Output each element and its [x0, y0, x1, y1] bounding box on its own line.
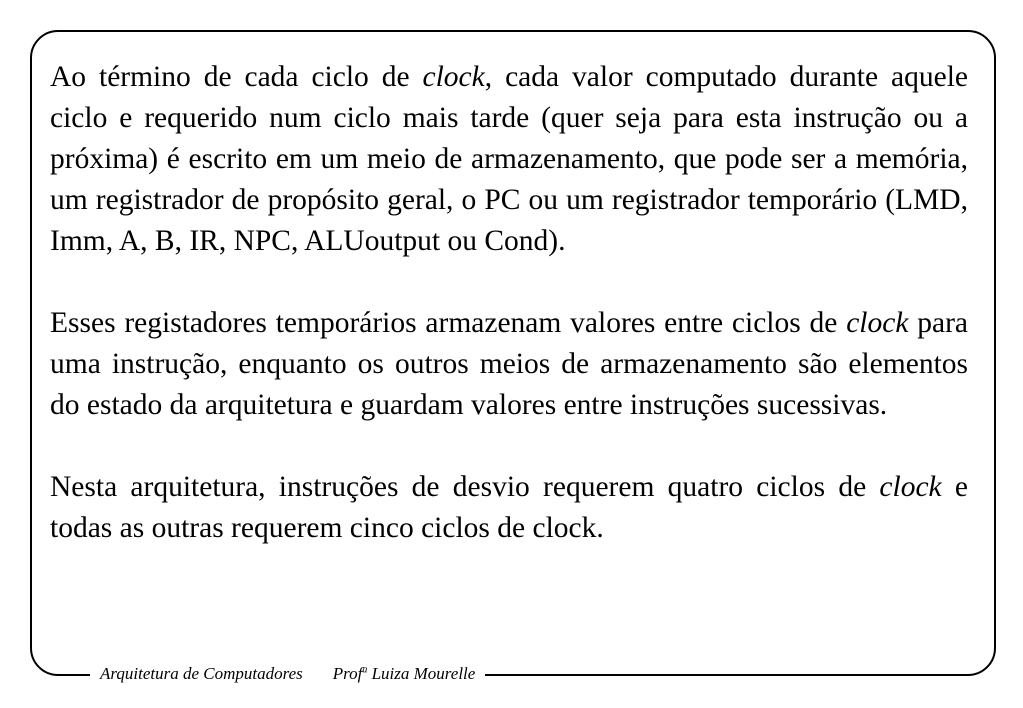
- paragraph-2-text-end: para uma instrução, enquanto os outros meios de armazenamento são elementos do estado da arquitetura e guardam valores entre instruções sucessivas.: [50, 307, 969, 421]
- footer-author-prefix: Prof: [332, 664, 363, 683]
- footer-author-name: Luiza Mourelle: [367, 664, 476, 683]
- paragraph-2-text-start: Esses registadores temporários armazenam valores entre ciclos de: [50, 307, 847, 339]
- paragraph-3: [50, 467, 968, 549]
- paragraph-3-text-start: Nesta arquitetura, instruções de desvio requerem quatro ciclos de: [50, 471, 880, 503]
- paragraph-1: [50, 57, 968, 262]
- footer-author: [333, 664, 476, 683]
- paragraph-2-italic-term: clock: [846, 307, 909, 339]
- paragraph-1-italic-term: clock: [422, 61, 485, 93]
- paragraph-2: [50, 303, 968, 426]
- paragraph-1-text-start: Ao término de cada ciclo de: [50, 61, 423, 93]
- paragraph-3-text-end: e todas as outras requerem cinco ciclos de clock.: [50, 471, 968, 544]
- paragraph-1-text-end: , cada valor computado durante aquele ciclo e requerido num ciclo mais tarde (quer seja para esta instrução ou a próxima) é escrito em um meio de armazenamento, que pode ser a memória, um registrador de propósito geral, o PC ou um registrador temporário (LMD, Imm, A, B, IR, NPC, ALUoutput ou Cond).: [50, 61, 968, 257]
- paragraph-3-italic-term: clock: [879, 471, 942, 503]
- slide-footer: [90, 663, 485, 685]
- footer-author-sup: a: [362, 664, 368, 676]
- footer-course: Arquitetura de Computadores: [100, 664, 303, 683]
- slide-body: [50, 57, 968, 549]
